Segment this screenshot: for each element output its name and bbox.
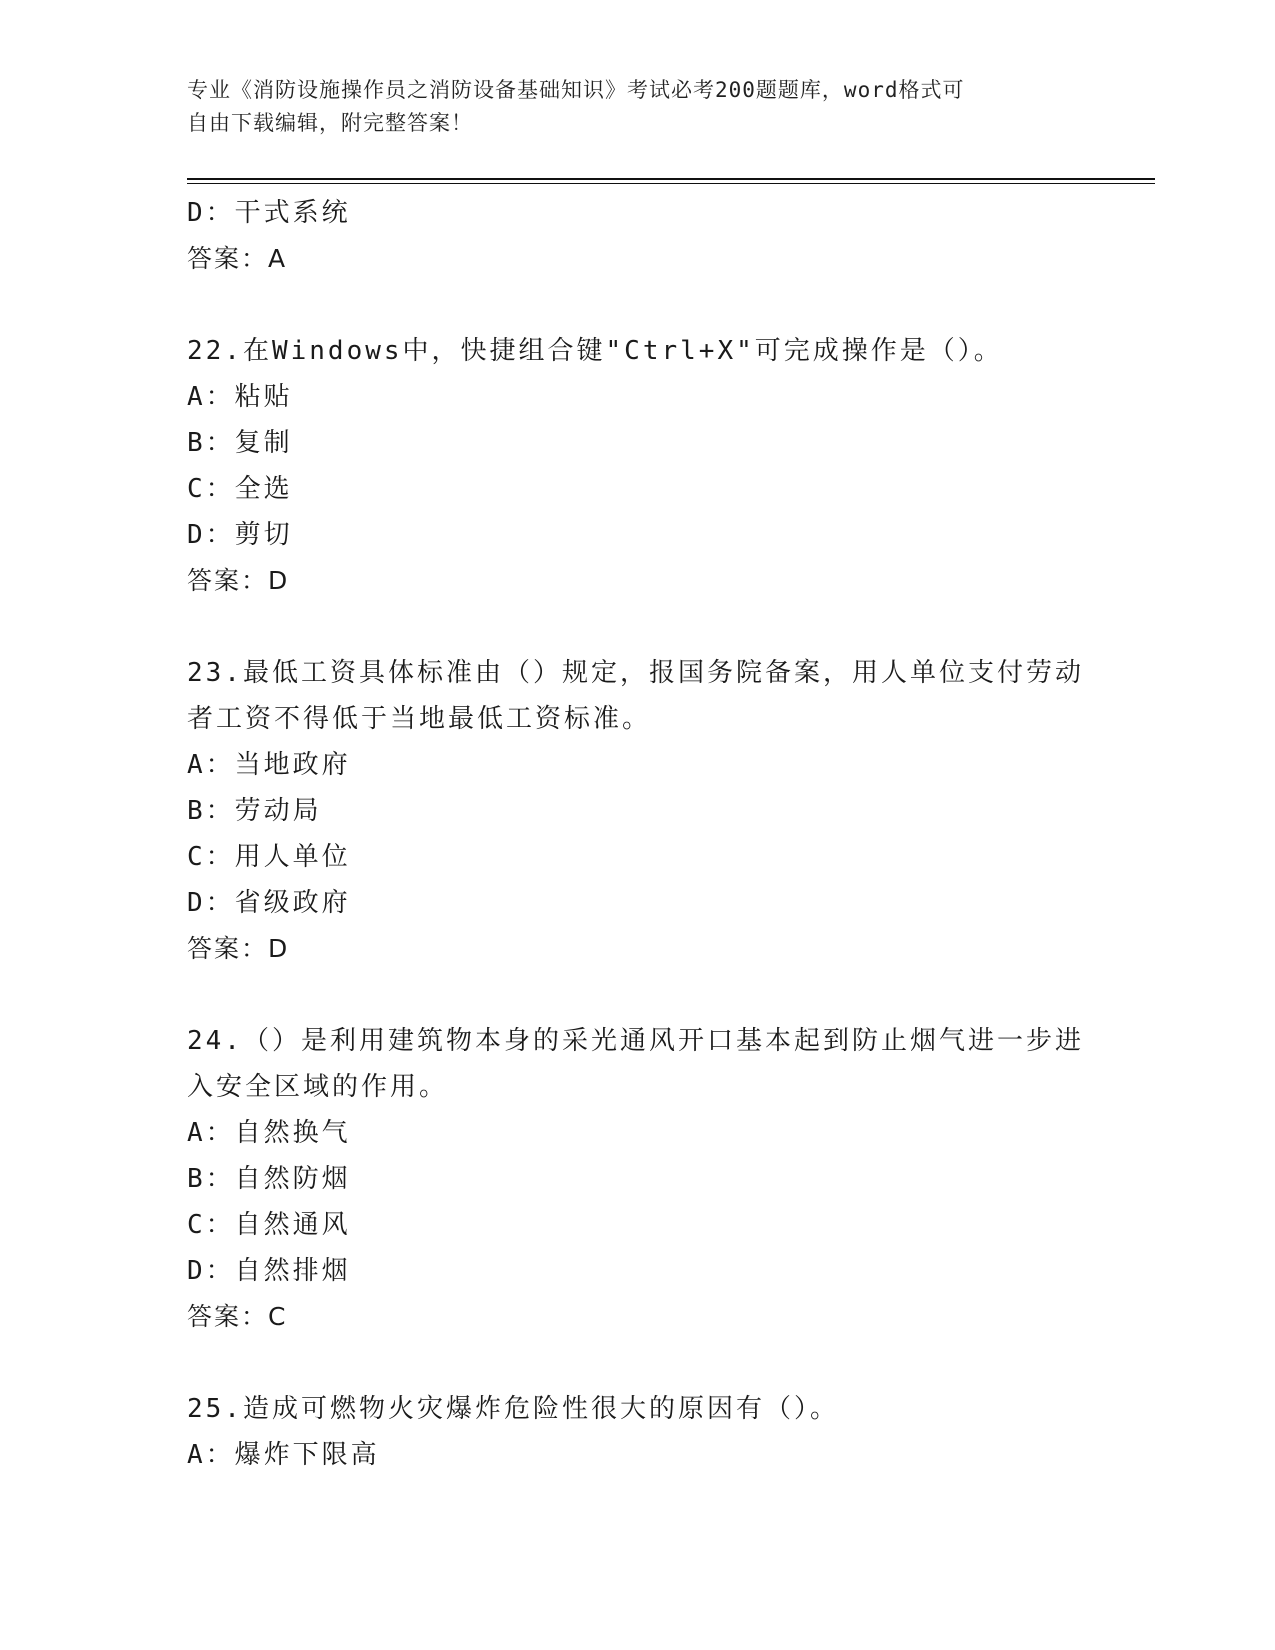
question-stem-line-1: 23.最低工资具体标准由（）规定，报国务院备案，用人单位支付劳动 — [187, 658, 1084, 688]
document-header — [187, 74, 1067, 140]
option-b: B：复制 — [187, 428, 293, 458]
question-22 — [187, 328, 1087, 604]
header-line-2: 自由下载编辑，附完整答案！ — [187, 111, 473, 135]
question-24 — [187, 1018, 1087, 1340]
option-a: A：爆炸下限高 — [187, 1440, 380, 1470]
option-a: A：当地政府 — [187, 750, 351, 780]
answer-line: 答案：D — [187, 566, 290, 595]
header-line-1: 专业《消防设施操作员之消防设备基础知识》考试必考200题题库，word格式可 — [187, 78, 965, 102]
header-divider-thin — [187, 183, 1155, 184]
option-b: B：劳动局 — [187, 796, 322, 826]
question-stem-line-2: 者工资不得低于当地最低工资标准。 — [187, 704, 652, 734]
option-d: D：剪切 — [187, 520, 293, 550]
option-a: A：自然换气 — [187, 1118, 351, 1148]
option-d: D：省级政府 — [187, 888, 351, 918]
question-stem-line-2: 入安全区域的作用。 — [187, 1072, 449, 1102]
question-list — [187, 190, 1087, 1478]
option-d: D：自然排烟 — [187, 1256, 351, 1286]
question-25 — [187, 1386, 1087, 1478]
question-stem: 25.造成可燃物火灾爆炸危险性很大的原因有（）。 — [187, 1394, 839, 1424]
option-c: C：自然通风 — [187, 1210, 351, 1240]
header-divider-thick — [187, 178, 1155, 180]
answer-line: 答案：A — [187, 244, 288, 273]
option-c: C：全选 — [187, 474, 293, 504]
question-stem: 22.在Windows中，快捷组合键"Ctrl+X"可完成操作是（）。 — [187, 336, 1003, 366]
question-stem-line-1: 24.（）是利用建筑物本身的采光通风开口基本起到防止烟气进一步进 — [187, 1026, 1084, 1056]
option-a: A：粘贴 — [187, 382, 293, 412]
answer-line: 答案：D — [187, 934, 290, 963]
answer-line: 答案：C — [187, 1302, 288, 1331]
option-d: D：干式系统 — [187, 198, 351, 228]
option-c: C：用人单位 — [187, 842, 351, 872]
option-b: B：自然防烟 — [187, 1164, 351, 1194]
question-23 — [187, 650, 1087, 972]
